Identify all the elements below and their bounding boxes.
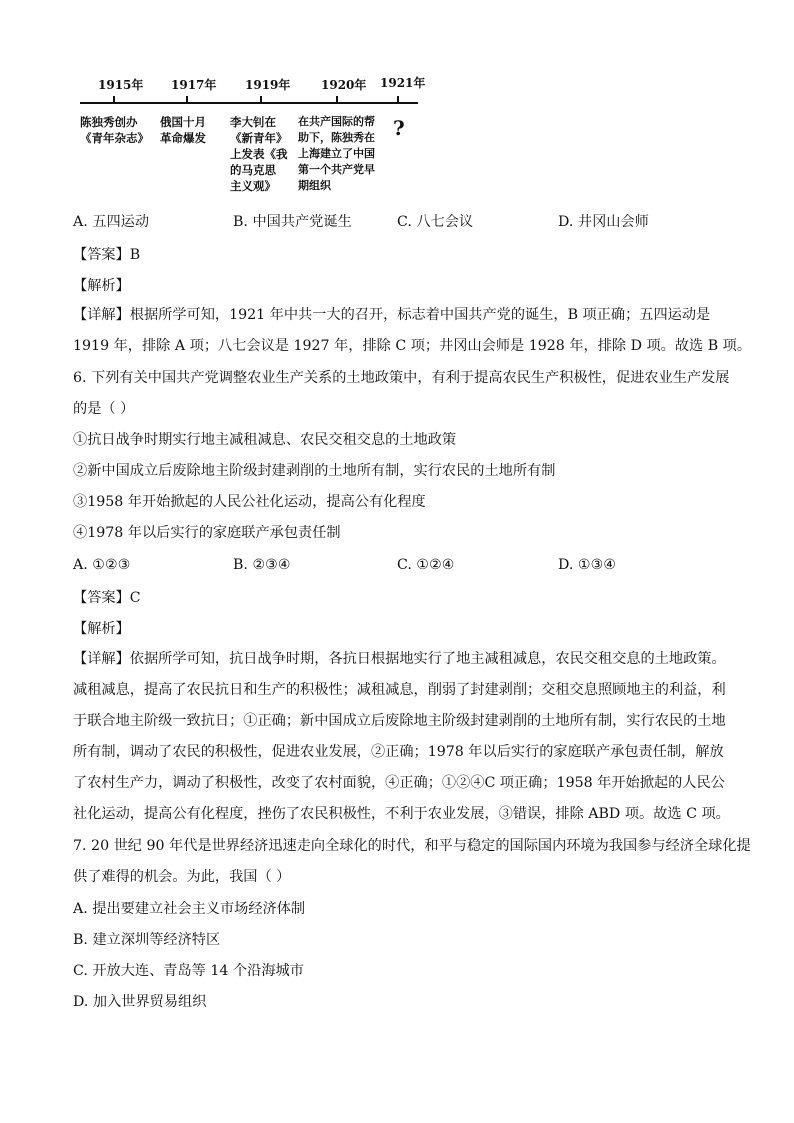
- q7-option-a: A. 提出要建立社会主义市场经济体制: [73, 901, 306, 917]
- q6-option-d: D. ①③④: [558, 557, 617, 573]
- q6-detail-line: 所有制，调动了农民的积极性，促进农业发展，②正确；1978 年以后实行的家庭联产承包责任制，解放: [73, 744, 724, 760]
- q6-item: ③1958 年开始掀起的人民公社化运动，提高公有化程度: [73, 494, 426, 510]
- q6-stem-line: 6. 下列有关中国共产党调整农业生产关系的土地政策中，有利于提高农民生产积极性，促进农业生产发展: [73, 370, 730, 386]
- q6-detail: [73, 650, 730, 836]
- q7-option-d: D. 加入世界贸易组织: [73, 994, 207, 1010]
- timeline-year: 1919年: [245, 78, 291, 92]
- timeline-event-line: 的马克思: [230, 163, 276, 177]
- timeline-event-line: 俄国十月: [160, 115, 206, 129]
- q6-option-c: C. ①②④: [397, 557, 455, 573]
- q6-item: ①抗日战争时期实行地主减租减息、农民交租交息的土地政策: [73, 432, 457, 448]
- timeline-event-line: 在共产国际的帮: [298, 115, 375, 128]
- q6-option-b: B. ②③④: [233, 557, 291, 573]
- timeline-year: 1917年: [171, 78, 217, 92]
- q6-detail-line: 社化运动，提高公有化程度，挫伤了农民积极性，不利于农业发展，③错误，排除 ABD 项。故选 C 项。: [73, 806, 730, 822]
- q5-detail-line: 【详解】根据所学可知，1921 年中共一大的召开，标志着中国共产党的诞生，B 项正确；五四运动是: [73, 307, 711, 323]
- q7-options: [73, 900, 305, 1024]
- q7-option-b: B. 建立深圳等经济特区: [73, 932, 221, 948]
- timeline-event-1920: [298, 114, 375, 194]
- q5-option-d: D. 井冈山会师: [558, 214, 649, 230]
- timeline-event-1919: [230, 114, 288, 194]
- q5-option-b: B. 中国共产党诞生: [233, 214, 352, 230]
- q6-detail-line: 减租减息，提高了农民抗日和生产的积极性；减租减息，削弱了封建剥削；交租交息照顾地主的利益，利: [73, 682, 726, 698]
- q6-detail-line: 【详解】依据所学可知，抗日战争时期，各抗日根据地实行了地主减租减息，农民交租交息的土地政策。: [73, 651, 726, 667]
- timeline-event-line: 上海建立了中国: [298, 147, 375, 160]
- q6-items: [73, 431, 555, 555]
- timeline-event-line: 第一个共产党早: [298, 163, 375, 176]
- q7-stem-line: 7. 20 世纪 90 年代是世界经济迅速走向全球化的时代，和平与稳定的国际国内环境为我国参与经济全球化提: [73, 838, 751, 854]
- timeline-question-mark: ?: [393, 116, 405, 140]
- timeline-event-line: 期组织: [298, 179, 331, 192]
- q6-detail-line: 了农村生产力，调动了积极性，改变了农村面貌，④正确；①②④C 项正确；1958 年开始掀起的人民公: [73, 775, 725, 791]
- q6-stem-line: 的是（ ）: [73, 401, 135, 417]
- timeline-event-line: 《新青年》: [230, 131, 288, 145]
- q5-detail: [73, 306, 751, 368]
- q5-option-a: A. 五四运动: [73, 214, 150, 230]
- timeline-year: 1921年: [380, 76, 426, 90]
- q6-stem: [73, 369, 730, 431]
- q7-stem: [73, 837, 751, 899]
- timeline-axis: [0, 0, 794, 200]
- timeline-event-line: 陈独秀创办: [80, 115, 138, 129]
- q5-option-c: C. 八七会议: [397, 214, 474, 230]
- timeline-event-line: 助下，陈独秀在: [298, 131, 375, 144]
- timeline-event-line: 李大钊在: [230, 115, 276, 129]
- q7-option-c: C. 开放大连、青岛等 14 个沿海城市: [73, 963, 304, 979]
- timeline-event-line: 上发表《我: [230, 147, 288, 161]
- q6-item: ②新中国成立后废除地主阶级封建剥削的土地所有制，实行农民的土地所有制: [73, 463, 556, 479]
- timeline-event-1917: [160, 114, 206, 146]
- q5-detail-line: 1919 年，排除 A 项；八七会议是 1927 年，排除 C 项；井冈山会师是 1928 年，排除 D 项。故选 B 项。: [73, 338, 752, 354]
- q6-item: ④1978 年以后实行的家庭联产承包责任制: [73, 525, 341, 541]
- timeline-event-1915: [80, 114, 149, 146]
- q6-answer: 【答案】C: [73, 590, 141, 606]
- q6-analysis-label: 【解析】: [73, 621, 130, 637]
- timeline-year: 1920年: [321, 78, 367, 92]
- timeline-year: 1915年: [98, 78, 144, 92]
- timeline-event-line: 《青年杂志》: [80, 131, 149, 145]
- q5-analysis-label: 【解析】: [73, 278, 130, 294]
- q6-option-a: A. ①②③: [73, 557, 131, 573]
- timeline-event-line: 革命爆发: [160, 131, 206, 145]
- q5-answer: 【答案】B: [73, 247, 141, 263]
- timeline-event-line: 主义观》: [230, 179, 276, 193]
- q7-stem-line: 供了难得的机会。为此，我国（ ）: [73, 869, 291, 885]
- q6-detail-line: 于联合地主阶级一致抗日；①正确；新中国成立后废除地主阶级封建剥削的土地所有制，实行农民的土地: [73, 713, 726, 729]
